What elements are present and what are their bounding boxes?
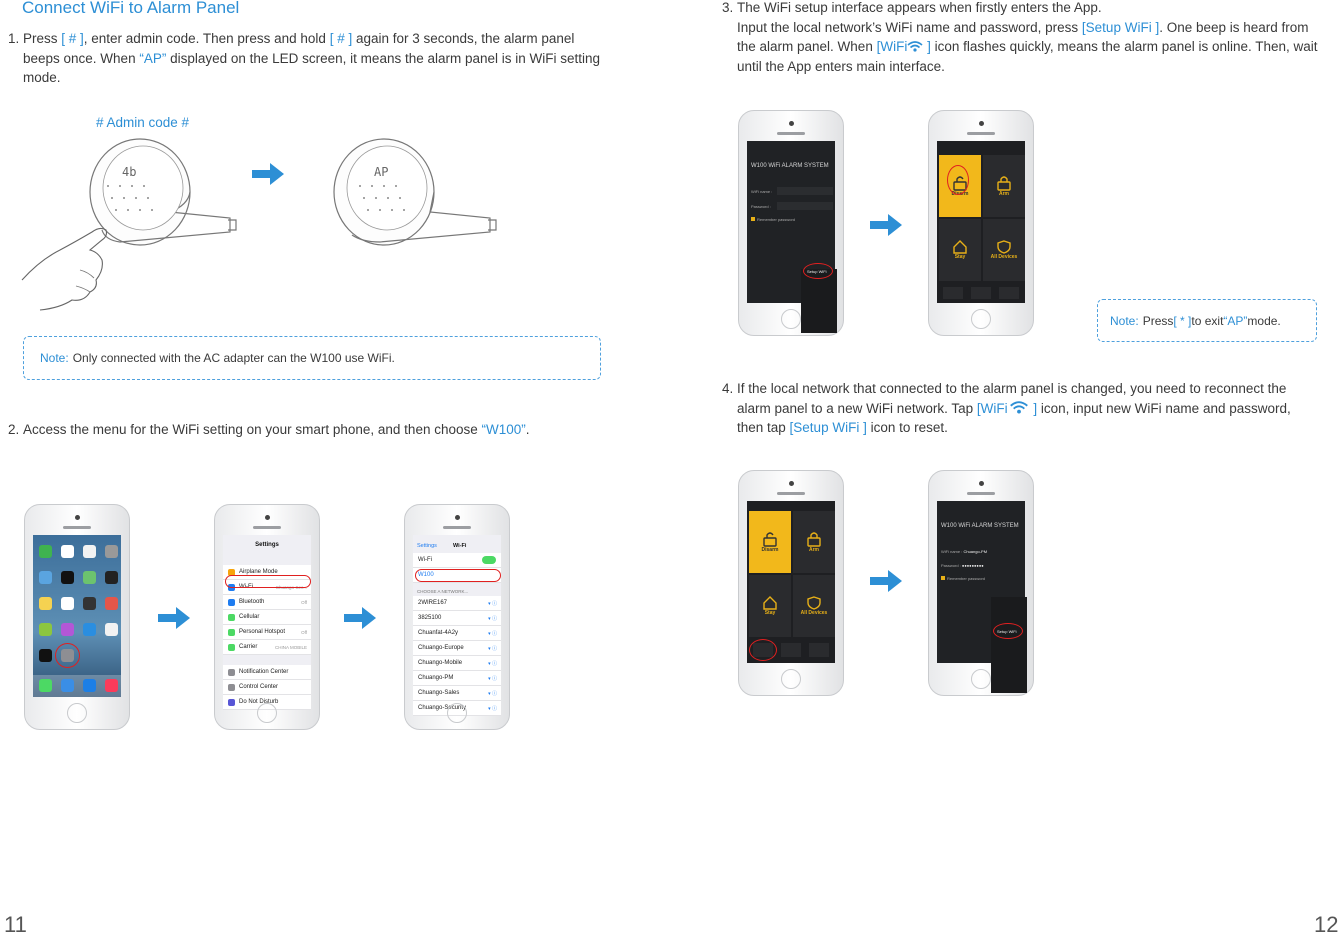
maps-icon	[83, 571, 96, 584]
led-display: AP	[374, 165, 389, 179]
network-list	[413, 596, 501, 716]
signal-info-icon: ▾ ⓘ	[488, 690, 497, 697]
settings-row-icon	[228, 629, 235, 636]
tile-arm[interactable]: Arm	[983, 155, 1025, 217]
wifi-name-value[interactable]: Chuango-PM	[963, 549, 988, 554]
network-row[interactable]	[413, 641, 501, 656]
key-hash: [ # ]	[61, 31, 84, 46]
app-setup-screen: W100 WiFi ALARM SYSTEM WiFi name : Chuango-PM Password : ●●●●●●●●● Remember password Setup WiFi	[937, 501, 1025, 663]
notes-icon	[39, 597, 52, 610]
setup-wifi-text: [Setup WiFi ]	[1081, 19, 1160, 35]
settings-row-label: Control Center	[239, 684, 279, 690]
home-lock-icon	[763, 596, 777, 610]
settings-row-value: Off	[301, 629, 307, 635]
settings-row[interactable]	[223, 595, 311, 610]
step-4: 4. If the local network that connected to the alarm panel is changed, you need to reconnect the alarm panel to a new WiFi network. Tap [WiFi ] icon, input new WiFi name and password, then tap [Setup WiFi ] icon to reset.	[722, 381, 1291, 435]
music-icon	[105, 679, 118, 692]
phone-icon	[39, 679, 52, 692]
signal-info-icon: ▾ ⓘ	[488, 645, 497, 652]
highlight-ring	[803, 263, 833, 279]
settings-row[interactable]	[223, 665, 311, 680]
settings-row-label: Wi-Fi	[239, 584, 253, 590]
app-setup-screen: W100 WiFi ALARM SYSTEM WiFi name : Password : Remember password Setup WiFi	[747, 141, 835, 303]
setup-wifi-text: [Setup WiFi ]	[789, 420, 867, 435]
books-icon	[105, 623, 118, 636]
network-row[interactable]	[413, 596, 501, 611]
network-row[interactable]	[413, 656, 501, 671]
settings-row-value: CHINA MOBILE	[274, 644, 307, 650]
calendar-icon	[61, 545, 74, 558]
key-star: [ * ]	[1173, 313, 1192, 328]
safari-icon	[83, 679, 96, 692]
app-title: W100 WiFi ALARM SYSTEM	[941, 523, 1019, 529]
tile-stay[interactable]: Stay	[749, 575, 791, 637]
messages-icon	[39, 545, 52, 558]
more-icon[interactable]	[999, 287, 1019, 299]
ios-home-screen	[33, 535, 121, 697]
network-name: Chuango-PM	[418, 675, 454, 681]
app-main-screen	[937, 141, 1025, 303]
settings-row[interactable]	[223, 640, 311, 655]
settings-row-icon	[228, 614, 235, 621]
signal-info-icon: ▾ ⓘ	[488, 615, 497, 622]
lock-icon	[763, 531, 777, 547]
app-title: W100 WiFi ALARM SYSTEM	[751, 163, 829, 169]
wifi-icon	[1008, 401, 1030, 414]
app-store-icon	[83, 623, 96, 636]
settings-row-label: Airplane Mode	[239, 569, 278, 575]
settings-row-icon	[228, 644, 235, 651]
selected-network[interactable]: W100	[413, 568, 501, 583]
network-row[interactable]	[413, 626, 501, 641]
highlight-ring	[749, 639, 777, 661]
lock-icon	[807, 531, 821, 547]
step-2: 2. Access the menu for the WiFi setting on your smart phone, and then choose “W100”.	[8, 422, 530, 437]
settings-row-icon	[228, 669, 235, 676]
signal-info-icon: ▾ ⓘ	[488, 705, 497, 712]
alarm-panel-ap-illustration	[322, 130, 522, 250]
signal-info-icon: ▾ ⓘ	[488, 675, 497, 682]
settings-row-label: Do Not Disturb	[239, 699, 279, 705]
ap-text: “AP”	[139, 50, 167, 66]
wifi-toggle[interactable]	[482, 556, 496, 564]
home-lock-icon	[953, 240, 967, 254]
note-box: Note: Press [ * ] to exit “AP” mode.	[1097, 299, 1317, 342]
setup-wifi-button[interactable]: Setup WiFi	[807, 269, 827, 274]
section-header: CHOOSE A NETWORK...	[417, 589, 469, 594]
w100-text: “W100”	[481, 422, 526, 437]
signal-info-icon: ▾ ⓘ	[488, 660, 497, 667]
settings-row-label: Personal Hotspot	[239, 629, 286, 635]
newsstand-icon	[39, 623, 52, 636]
network-row[interactable]	[413, 611, 501, 626]
settings-title: Settings	[255, 542, 279, 548]
password-field[interactable]	[777, 202, 833, 210]
game-center-icon	[105, 597, 118, 610]
hand-icon	[22, 228, 107, 310]
settings-row-value: Chuango-Sec...	[275, 584, 307, 590]
log-icon[interactable]	[971, 287, 991, 299]
settings-row-label: Notification Center	[239, 669, 289, 675]
videos-icon	[105, 571, 118, 584]
network-name: Chuango-Security	[418, 705, 467, 711]
tile-all-devices[interactable]: All Devices	[983, 219, 1025, 281]
network-row[interactable]	[413, 686, 501, 701]
network-row[interactable]	[413, 671, 501, 686]
right-arrow-icon	[870, 570, 902, 592]
phone-wifi-screen	[404, 504, 510, 730]
tile-disarm[interactable]: Disarm	[749, 511, 791, 573]
step-3: 3. The WiFi setup interface appears when firstly enters the App. Input the local network’s WiFi name and password, press [Setup WiFi ]. One beep is heard from the alarm panel. When [WiFi ] icon flashes quickly, means the alarm panel is online. Then, wait until the App enters main interface.	[722, 0, 1318, 74]
settings-row-label: Bluetooth	[239, 599, 265, 605]
ios-settings-screen	[223, 535, 311, 705]
stocks-icon	[83, 597, 96, 610]
ios-wifi-screen: Settings Wi-Fi Wi-Fi W100 CHOOSE A NETWORK... 2WIRE167 ▾ ⓘ 3825100 ▾ ⓘ Chuanfat-4A2y ▾ ⓘ Chuango-Europe ▾ ⓘ Chuango-Mobile ▾ ⓘ Chuango-PM ▾ ⓘ Chuango-Sales ▾ ⓘ Chuango-Security ▾ ⓘ	[413, 535, 501, 697]
more-icon[interactable]	[809, 643, 829, 657]
settings-row-icon	[228, 699, 235, 706]
phone-main-screen-wifi	[738, 470, 844, 696]
highlight-ring	[993, 623, 1023, 639]
phone-setup-screen	[738, 110, 844, 336]
right-arrow-icon	[344, 607, 376, 629]
settings-row-label: Carrier	[239, 644, 258, 650]
settings-row[interactable]	[223, 680, 311, 695]
network-name: Chuanfat-4A2y	[418, 630, 459, 636]
phone-home-screen	[24, 504, 130, 730]
network-name: Chuango-Mobile	[418, 660, 463, 666]
right-arrow-icon	[252, 163, 284, 185]
settings-row[interactable]	[223, 610, 311, 625]
right-arrow-icon	[870, 214, 902, 236]
phone-setup-screen-filled	[928, 470, 1034, 696]
settings-row-value: Off	[301, 599, 307, 605]
back-link[interactable]: Settings	[417, 543, 437, 549]
network-name: 3825100	[418, 615, 442, 621]
app-main-screen	[747, 501, 835, 663]
setup-wifi-button[interactable]: Setup WiFi	[997, 629, 1017, 634]
tile-stay[interactable]: Stay	[939, 219, 981, 281]
remember-checkbox[interactable]	[941, 576, 945, 580]
phone-main-screen	[928, 110, 1034, 336]
camera-icon	[105, 545, 118, 558]
settings-row-label: Cellular	[239, 614, 260, 620]
signal-info-icon: ▾ ⓘ	[488, 630, 497, 637]
clock-icon	[61, 571, 74, 584]
wifi-icon	[907, 41, 923, 52]
wifi-title: Wi-Fi	[453, 543, 467, 549]
admin-code-label: # Admin code #	[96, 115, 190, 130]
signal-info-icon: ▾ ⓘ	[488, 600, 497, 607]
network-name: Chuango-Europe	[418, 645, 464, 651]
network-name: Chuango-Sales	[418, 690, 460, 696]
lock-icon	[997, 175, 1011, 191]
highlight-ring	[415, 569, 501, 582]
mail-icon	[61, 679, 74, 692]
led-display: 4b	[122, 165, 137, 179]
wifi-name-field[interactable]	[777, 187, 833, 195]
step-number: 1.	[8, 31, 20, 46]
step-1: 1. Press [ # ], enter admin code. Then press and hold [ # ] again for 3 seconds, the alarm panel beeps once. When “AP” displayed on the LED screen, it means the alarm panel is in WiFi setting mode.	[8, 31, 601, 85]
wifi-icon[interactable]	[943, 287, 963, 299]
page-number: 11	[4, 912, 27, 937]
remember-checkbox[interactable]	[751, 217, 755, 221]
itunes-icon	[61, 623, 74, 636]
right-arrow-icon	[158, 607, 190, 629]
shield-icon	[997, 240, 1011, 254]
log-icon[interactable]	[781, 643, 801, 657]
note-box: Note: Only connected with the AC adapter can the W100 use WiFi.	[23, 336, 601, 380]
phone-settings-screen	[214, 504, 320, 730]
weather-icon	[39, 571, 52, 584]
tile-disarm[interactable]: Disarm	[939, 155, 981, 217]
page-number: 12	[1314, 912, 1339, 937]
tile-all-devices[interactable]: All Devices	[793, 575, 835, 637]
photos-icon	[83, 545, 96, 558]
shield-icon	[807, 596, 821, 610]
highlight-ring	[225, 575, 311, 588]
highlight-ring	[55, 643, 80, 668]
settings-row[interactable]	[223, 625, 311, 640]
compass-icon	[39, 649, 52, 662]
reminders-icon	[61, 597, 74, 610]
highlight-ring	[947, 165, 969, 195]
network-name: 2WIRE167	[418, 600, 448, 606]
settings-row-icon	[228, 684, 235, 691]
page-title: Connect WiFi to Alarm Panel	[22, 0, 240, 17]
key-hash: [ # ]	[329, 31, 353, 46]
tile-arm[interactable]: Arm	[793, 511, 835, 573]
settings-row-icon	[228, 599, 235, 606]
alarm-panel-illustration	[20, 130, 240, 320]
password-value[interactable]: ●●●●●●●●●	[961, 563, 984, 568]
